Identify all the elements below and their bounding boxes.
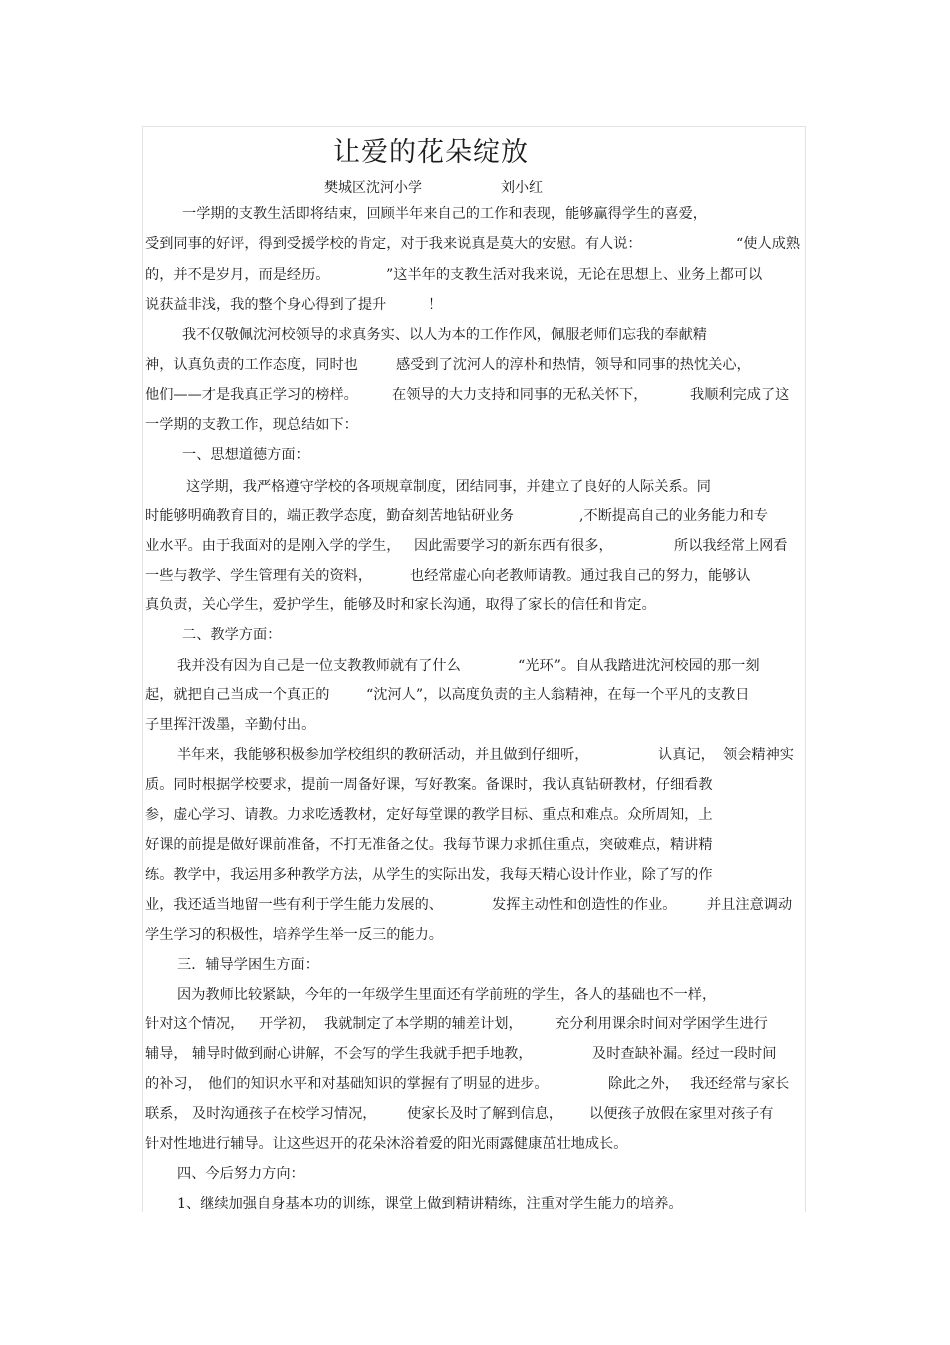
section-heading: 一、思想道德方面： <box>182 447 310 463</box>
text-line: “光环”。自从我踏进沈河校园的那一刻 <box>518 658 760 674</box>
text-line: 起，就把自己当成一个真正的 <box>145 687 330 703</box>
text-line: 因此需要学习的新东西有很多， <box>414 538 613 554</box>
text-line: 一学期的支教生活即将结束，回顾半年来自己的工作和表现，能够赢得学生的喜爱， <box>182 206 707 222</box>
text-line: 业，我还适当地留一些有利于学生能力发展的、 <box>145 897 443 913</box>
text-line: 认真记， <box>658 747 715 763</box>
text-line: 的补习， <box>145 1076 202 1092</box>
text-line: 针对性地进行辅导。让这些迟开的花朵沐浴着爱的阳光雨露健康茁壮地成长。 <box>145 1136 628 1152</box>
text-line: 他们的知识水平和对基础知识的掌握有了明显的进步。 <box>208 1076 549 1092</box>
text-line: 我不仅敬佩沈河校领导的求真务实、以人为本的工作作风，佩服老师们忘我的奉献精 <box>182 327 707 343</box>
text-line: 辅导， <box>145 1046 188 1062</box>
text-line: 的，并不是岁月，而是经历。 <box>145 267 330 283</box>
text-line: 也经常虚心向老教师请教。通过我自己的努力，能够认 <box>410 568 751 584</box>
text-line: “使人成熟 <box>736 236 801 252</box>
text-line: 好课的前提是做好课前准备，不打无准备之仗。我每节课力求抓住重点，突破难点，精讲精 <box>145 837 713 853</box>
text-line: 领会精神实 <box>723 747 794 763</box>
text-line: 质。同时根据学校要求，提前一周备好课，写好教案。备课时，我认真钻研教材，仔细看教 <box>145 777 713 793</box>
text-line: 业水平。由于我面对的是刚入学的学生， <box>145 538 401 554</box>
text-line: 我就制定了本学期的辅差计划， <box>324 1016 523 1032</box>
text-line: 我并没有因为自己是一位支教教师就有了什么 <box>177 658 461 674</box>
text-line: ”这半年的支教生活对我来说，无论在思想上、业务上都可以 <box>386 267 763 283</box>
section-heading: 四、今后努力方向： <box>177 1166 305 1182</box>
text-line: 练。教学中，我运用多种教学方法，从学生的实际出发，我每天精心设计作业，除了写的作 <box>145 867 713 883</box>
text-line: 除此之外， <box>608 1076 679 1092</box>
text-line: 及时沟通孩子在校学习情况， <box>192 1106 377 1122</box>
text-line: 说获益非浅，我的整个身心得到了提升 <box>145 297 387 313</box>
text-line: 感受到了沈河人的淳朴和热情，领导和同事的热忱关心， <box>396 357 751 373</box>
text-line: 学生学习的积极性，培养学生举一反三的能力。 <box>145 927 443 943</box>
text-line: 这学期，我严格遵守学校的各项规章制度，团结同事，并建立了良好的人际关系。同 <box>186 479 711 495</box>
author-name: 刘小红 <box>501 180 543 196</box>
text-line: 他们——才是我真正学习的榜样。 <box>145 387 358 403</box>
text-line: 我顺利完成了这 <box>690 387 790 403</box>
text-line: 发挥主动性和创造性的作业。 <box>492 897 677 913</box>
text-line: 所以我经常上网看 <box>674 538 788 554</box>
text-line: 受到同事的好评，得到受援学校的肯定，对于我来说真是莫大的安慰。有人说： <box>145 236 642 252</box>
text-line: 使家长及时了解到信息， <box>407 1106 564 1122</box>
text-line: 针对这个情况， <box>145 1016 245 1032</box>
text-line: ！ <box>428 297 443 313</box>
text-line: 并且注意调动 <box>707 897 793 913</box>
text-line: 联系， <box>145 1106 188 1122</box>
text-line: 充分利用课余时间对学困学生进行 <box>555 1016 768 1032</box>
text-line: ,不断提高自己的业务能力和专 <box>579 508 768 524</box>
text-line: 一些与教学、学生管理有关的资料， <box>145 568 373 584</box>
text-line: 开学初， <box>259 1016 316 1032</box>
text-line: 子里挥汗泼墨，辛勤付出。 <box>145 717 316 733</box>
document-title: 让爱的花朵绽放 <box>333 137 529 168</box>
text-line: 半年来，我能够积极参加学校组织的教研活动，并且做到仔细听， <box>177 747 589 763</box>
section-heading: 三．辅导学困生方面： <box>177 957 319 973</box>
text-line: 因为教师比较紧缺，今年的一年级学生里面还有学前班的学生，各人的基础也不一样， <box>177 987 717 1003</box>
text-line: 参，虚心学习、请教。力求吃透教材，定好每堂课的教学目标、重点和难点。众所周知，上 <box>145 807 713 823</box>
school-name: 樊城区沈河小学 <box>324 180 422 196</box>
text-line: 我还经常与家长 <box>690 1076 790 1092</box>
text-line: 在领导的大力支持和同事的无私关怀下， <box>392 387 648 403</box>
text-line: 真负责，关心学生，爱护学生，能够及时和家长沟通，取得了家长的信任和肯定。 <box>145 597 656 613</box>
text-line: 时能够明确教育目的，端正教学态度，勤奋刻苦地钻研业务 <box>145 508 514 524</box>
text-line: 以便孩子放假在家里对孩子有 <box>589 1106 774 1122</box>
text-line: 1、继续加强自身基本功的训练，课堂上做到精讲精练，注重对学生能力的培养。 <box>177 1196 683 1212</box>
text-line: 神，认真负责的工作态度，同时也 <box>145 357 358 373</box>
text-line: 一学期的支教工作，现总结如下： <box>145 417 358 433</box>
text-line: 及时查缺补漏。经过一段时间 <box>592 1046 777 1062</box>
text-line: “沈河人”，以高度负责的主人翁精神，在每一个平凡的支教日 <box>366 687 750 703</box>
section-heading: 二、教学方面： <box>182 627 282 643</box>
text-line: 辅导时做到耐心讲解，不会写的学生我就手把手地教， <box>192 1046 533 1062</box>
